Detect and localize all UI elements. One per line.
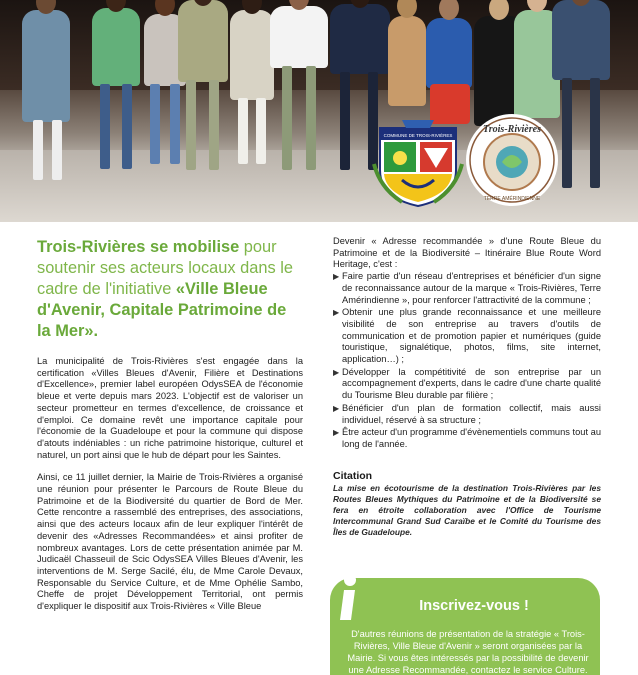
logo-commune-label: COMMUNE DE TROIS-RIVIÈRES xyxy=(383,133,453,138)
signup-text: D'autres réunions de présentation de la stratégie « Trois-Rivières, Ville Bleue d'Avenir » seront organisées par la Mairie. Si vous êtes intéressés par la possibilité de devenir une Adresse Recommandée, contactez le service Culture. xyxy=(347,629,589,675)
triangle-bullet-icon: ▶ xyxy=(333,428,340,438)
terre-amerindienne-logo-icon xyxy=(464,112,560,208)
article-paragraph-2: Ainsi, ce 11 juillet dernier, la Mairie de Trois-Rivières a organisé une réunion pour présenter le Parcours de Route Bleue du Patrimoine et de la Biodiversité du quartier de Bord de Mer. Cette rencontre a rassemblé des entreprises, des associations, ainsi que des acteurs locaux afin de leur expliquer l'intérêt de devenir des «Adresses Recommandées» et ainsi profiter de nombreux avantages. Lors de cette présentation animée par M. Judicaël Chasseuil de Scic OdysSEA Villes Bleues d'Avenir, les interventions de M. Serge Sacilé, élu, de Mme Carole Devaux, Responsable du Service Culture, et de Mme Ophélie Sambo, Cheffe de projet Développement Territorial, ont permis d'expliquer le dispositif aux Trois-Rivières « Ville Bleue xyxy=(37,472,303,612)
article-headline xyxy=(37,237,303,342)
triangle-bullet-icon: ▶ xyxy=(333,272,340,282)
info-icon xyxy=(334,572,364,624)
benefits-list xyxy=(333,271,601,451)
headline-middle: pour soutenir ses acteurs locaux dans le cadre de l'initiative xyxy=(37,238,294,298)
signup-title: Inscrivez-vous ! xyxy=(419,598,529,614)
headline-initiative: «Ville Bleue d'Avenir, Capitale Patrimoine de la Mer». xyxy=(37,280,287,340)
triangle-bullet-icon: ▶ xyxy=(333,367,340,377)
article-paragraph-1: La municipalité de Trois-Rivières s'est engagée dans la certification «Villes Bleues d'Avenir, Filière et Destinations d'Excellence», premier label européen OdysSEA de l'économie bleue et verte depuis mars 2023. L'objectif est de valoriser un secteur prometteur en termes d'excellence, de croissance et d'emploi. Ce domaine revêt une importance capitale pour l'économie de la Guadeloupe et pour la commune qui dispose d'atouts indéniables : un riche patrimoine historique, culturel et naturel, un port ainsi que le hub de départ pour les Saintes. xyxy=(37,356,303,460)
citation-text: La mise en écotourisme de la destination Trois-Rivières par les Routes Bleues Mythiques du Patrimoine et de la Biodiversité se fera en étroite collaboration avec l'Office de Tourisme Intercommunal Grand Sud Caraïbe et le Comité du Tourisme des Îles de Guadeloupe. xyxy=(333,482,601,537)
logo-terre-bottom: TERRE AMÉRINDIENNE xyxy=(483,196,541,202)
triangle-bullet-icon: ▶ xyxy=(333,308,340,318)
signup-box xyxy=(330,578,600,675)
article-right-column xyxy=(333,236,601,538)
list-item: ▶ Être acteur d'un programme d'évènementiels communs tout au long de l'année. xyxy=(333,427,601,449)
group-photo xyxy=(0,0,638,222)
logo-terre-top: Trois-Rivières xyxy=(483,124,541,135)
list-item: ▶ Obtenir une plus grande reconnaissance et une meilleure visibilité de son entreprise au travers d'outils de communication et de promotion papier et numériques (guide touristique, signalétique, photos, films, site internet, application…) ; xyxy=(333,307,601,365)
triangle-bullet-icon: ▶ xyxy=(333,403,340,413)
article-left-column xyxy=(37,237,303,613)
citation-heading: Citation xyxy=(333,469,373,482)
list-item: ▶ Bénéficier d'un plan de formation collectif, mais aussi individuel, réservé à sa structure ; xyxy=(333,402,601,425)
list-item: ▶ Développer la compétitivité de son entreprise par un accompagnement d'experts, dans le cadre d'une charte qualité du Tourisme Bleu durable par filière ; xyxy=(333,366,601,401)
benefits-intro: Devenir « Adresse recommandée » d'une Route Bleue du Patrimoine et de la Biodiversité – Itinéraire Blue Route Word Heritage, c'est : xyxy=(333,236,601,270)
headline-highlight: Trois-Rivières se mobilise xyxy=(37,238,240,256)
commune-coat-of-arms-icon xyxy=(372,118,464,208)
list-item: ▶ Faire partie d'un réseau d'entreprises et bénéficier d'un signe de reconnaissance autour de la marque « Trois-Rivières, Terre Amérindienne », pour renforcer l'attractivité de la commune ; xyxy=(333,271,601,305)
